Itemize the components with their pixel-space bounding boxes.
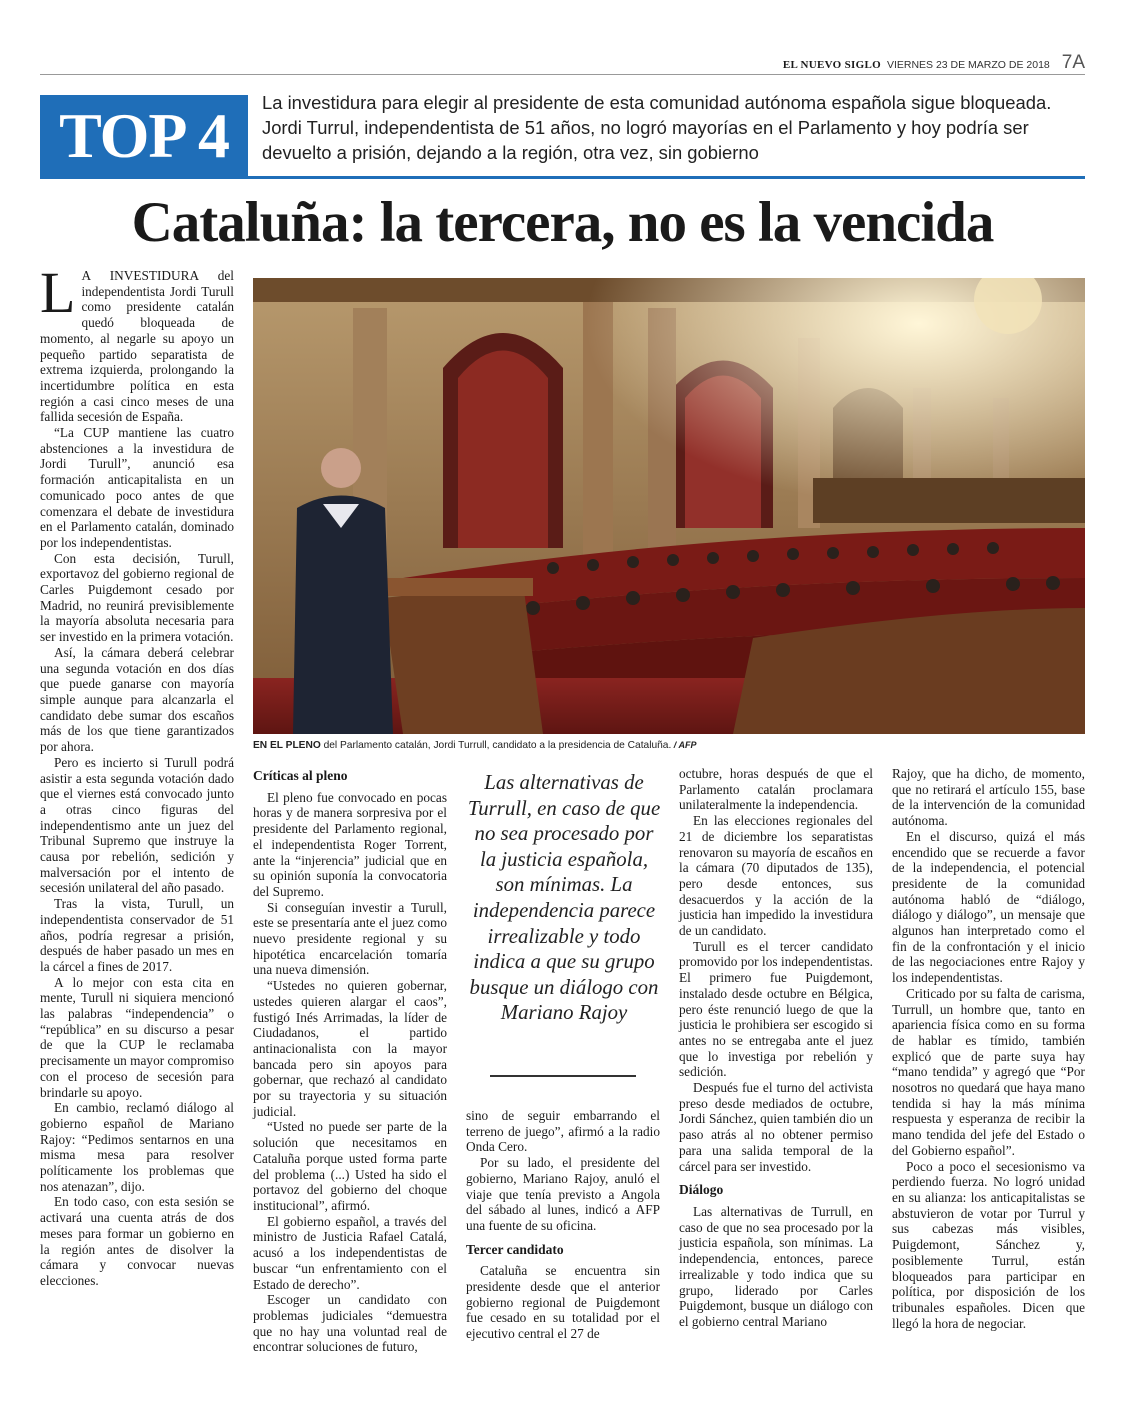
- newspaper-name: EL NUEVO SIGLO: [782, 59, 881, 71]
- paragraph: Turull es el tercer candidato promovido por los independentistas. El primero fue Puigdemont, instalado desde octubre en Bélgica, pero éste renunció luego de que la justicia le prohibiera ser escogido si antes no se entregaba ante el juez que lo investiga por rebelión y sedición.: [679, 938, 873, 1080]
- paragraph: El gobierno español, a través del ministro de Justicia Rafael Catalá, acusó a los independentistas de buscar “un enfrentamiento con el Estado de derecho”.: [253, 1213, 447, 1292]
- pull-quote-rule: [490, 1075, 636, 1077]
- paragraph: En las elecciones regionales del 21 de diciembre los separatistas renovaron su mayoría de escaños en la cámara (70 diputados de 135), pero desde entonces, sus desacuerdos y la acción de la justicia han impedido la investidura de un candidato.: [679, 813, 873, 939]
- paragraph: Si conseguían investir a Turull, este se presentaría ante el juez como nuevo presidente regional y su hipotética encarcelación tomaría una nueva dimensión.: [253, 899, 447, 978]
- caption-lead: EN EL PLENO: [253, 740, 321, 751]
- subheading-criticas: Críticas al pleno: [253, 768, 348, 783]
- drop-cap: L: [40, 260, 76, 325]
- headline: Cataluña: la tercera, no es la vencida: [131, 191, 994, 254]
- section-deck: La investidura para elegir al presidente de esta comunidad autónoma española sigue bloqueada. Jordi Turrul, independentista de 51 años, no logró mayorías en el Parlamento y hoy podría ser devuelto a prisión, dejando a la región, otra vez, sin gobierno: [262, 92, 1052, 163]
- photo-credit: / AFP: [671, 740, 697, 750]
- article-column-4: [679, 766, 873, 1330]
- pull-quote: Las alternativas de Turrull, en caso de que no sea procesado por la justicia española, son mínimas. La independencia parece irrealizable y todo indica a que su grupo busque un diálogo con Mariano Rajoy: [467, 771, 661, 1025]
- paragraph: Después fue el turno del activista preso desde mediados de octubre, Jordi Sánchez, quien también dio un paso atrás al no obtener permiso para una salida temporal de la cárcel para ser investido.: [679, 1080, 873, 1174]
- article-column-5: [892, 766, 1085, 1331]
- paragraph: Las alternativas de Turrull, en caso de que no sea procesado por la justicia española, son mínimas. La independencia, entonces, parece irrealizable y todo indica que su grupo, liderado por Carles Puigdemont, busque un diálogo con el gobierno central Mariano: [679, 1203, 873, 1329]
- paragraph: Así, la cámara deberá celebrar una segunda votación en dos días que puede ganarse con mayoría simple aunque para alcanzarla el candidato debe sumar dos escaños más de los que tiene garantizados por ahora.: [40, 644, 234, 755]
- article-column-3: [466, 1108, 660, 1342]
- section-label: TOP 4: [40, 95, 248, 177]
- paragraph: Pero es incierto si Turull podrá asistir a esta segunda votación dado que el viernes está convocado junto a otras cinco figuras del independentismo ante un juez del Tribunal Supremo que instruye la causa por rebelión, sedición y malversación por el intento de secesión unilateral del año pasado.: [40, 754, 234, 896]
- paragraph: Tras la vista, Turull, un independentista conservador de 51 años, podría regresar a prisión, después de haber pasado un mes en la cárcel a fines de 2017.: [40, 896, 234, 974]
- article-column-2: [253, 766, 447, 1355]
- paragraph: Por su lado, el presidente del gobierno, Mariano Rajoy, anuló el viaje que tenía previsto a Angola del sábado al lunes, indicó a AFP una fuente de su oficina.: [466, 1155, 660, 1233]
- photo-caption: [253, 740, 1085, 751]
- issue-date: VIERNES 23 DE MARZO DE 2018: [886, 59, 1050, 71]
- paragraph: “Usted no puede ser parte de la solución que necesitamos en Cataluña porque usted forma parte del problema (...) Usted ha sido el portavoz del gobierno del choque institucional”, afirmó.: [253, 1119, 447, 1213]
- page-number: 7A: [1061, 52, 1085, 73]
- paragraph: octubre, horas después de que el Parlamento catalán proclamara unilateralmente la independencia.: [679, 766, 873, 813]
- subheading-tercer: Tercer candidato: [466, 1241, 564, 1257]
- paragraph: El pleno fue convocado en pocas horas y de manera sorpresiva por el presidente del Parlamento regional, el independentista Roger Torrent, ante la “injerencia” judicial que en su opinión suponía la convocatoria del Supremo.: [253, 789, 447, 899]
- paragraph: Criticado por su falta de carisma, Turrull, un hombre que, tanto en apariencia física como en su forma de hablar es tímido, también explicó que de parte suya hay “mano tendida” y agregó que “Por nosotros no quedará que haya mano tendida si hay la más mínima respuesta y esperanza de recibir la mano tendida del jefe del Estado o del Gobierno español”.: [892, 985, 1085, 1158]
- paragraph: En todo caso, con esta sesión se activará una cuenta atrás de dos meses para formar un gobierno en la región antes de disolver la cámara y convocar nuevas elecciones.: [40, 1194, 234, 1288]
- paragraph: Poco a poco el secesionismo va perdiendo fuerza. No logró unidad en su alianza: los anticapitalistas se abstuvieron de votar por Turrul y sus cabezas más visibles, Puigdemont, Sánchez y, posiblemente Turrul, están bloqueados para participar en política, por disposición de los tribunales españoles. Dicen que llegó la hora de negociar.: [892, 1158, 1085, 1331]
- paragraph: sino de seguir embarrando el terreno de juego”, afirmó a la radio Onda Cero.: [466, 1108, 660, 1155]
- paragraph: En cambio, reclamó diálogo al gobierno español de Mariano Rajoy: “Pedimos sentarnos en una misma mesa para resolver políticamente los problemas que nos atenazan”, dijo.: [40, 1100, 234, 1194]
- subheading-dialogo: Diálogo: [679, 1182, 724, 1198]
- paragraph: Cataluña se encuentra sin presidente desde que el anterior gobierno regional de Puigdemont fue cesado en su totalidad por el ejecutivo central el 27 de: [466, 1263, 660, 1342]
- paragraph: Escoger un candidato con problemas judiciales “demuestra que no hay una voluntad real de encontrar soluciones de futuro,: [253, 1292, 447, 1355]
- paragraph: A lo mejor con esta cita en mente, Turull ni siquiera mencionó las palabras “independencia” o “república” en su discurso a pesar de que la CUP le reclamaba precisamente un mayor compromiso con el proceso de secesión para brindarle su apoyo.: [40, 974, 234, 1100]
- parliament-photo: [253, 278, 1085, 734]
- lead-paragraph: L A INVESTIDURA del independentista Jordi Turull como presidente catalán quedó bloqueada de momento, al negarle su apoyo un pequeño partido separatista de extrema izquierda, prolongando la incertidumbre política en esta región a casi cinco meses de una fallida secesión de España.: [40, 260, 234, 425]
- caption-text: del Parlamento catalán, Jordi Turrull, candidato a la presidencia de Cataluña.: [320, 740, 672, 751]
- blue-rule: [40, 176, 1085, 179]
- paragraph: En el discurso, quizá el más encendido que se recuerde a favor de la independencia, el potencial presidente de la comunidad autónoma habló de “diálogo, diálogo y diálogo”, un mensaje que algunos han interpretado como el fin de la confrontación y el inicio de las negociaciones entre Rajoy y los independentistas.: [892, 828, 1085, 986]
- paragraph: “Ustedes no quieren gobernar, ustedes quieren alargar el caos”, fustigó Inés Arrimadas, la líder de Ciudadanos, el partido antinacionalista con la mayor bancada pero sin apoyos para gobernar, que rechazó al candidato por su trayectoria y su situación judicial.: [253, 978, 447, 1119]
- article-column-1: [40, 260, 234, 1289]
- paragraph: Con esta decisión, Turull, exportavoz del gobierno regional de Carles Puigdemont cesado por Madrid, no reunirá previsiblemente la mayoría absoluta necesaria para ser investido en la primera votación.: [40, 550, 234, 645]
- top-rule: [40, 74, 1085, 75]
- paragraph: “La CUP mantiene las cuatro abstenciones a la investidura de Jordi Turull”, anunció esa formación anticapitalista en un comunicado poco antes de que comenzara el debate de investidura en el Parlamento catalán, dominado por los independentistas.: [40, 425, 234, 550]
- paragraph: Rajoy, que ha dicho, de momento, que no retirará el artículo 155, base de la intervención de la comunidad autónoma.: [892, 766, 1085, 829]
- folio: [783, 52, 1085, 74]
